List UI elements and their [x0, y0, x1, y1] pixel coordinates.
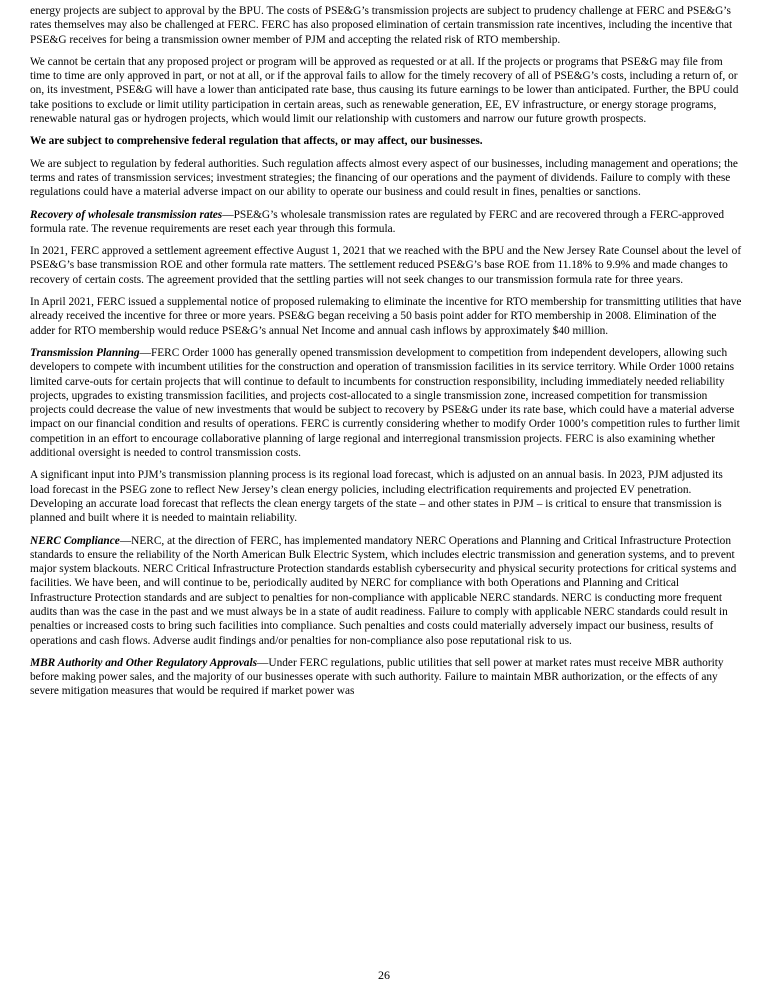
section-heading: We are subject to comprehensive federal regulation that affects, or may affect, our businesses.: [30, 135, 483, 148]
paragraph: We cannot be certain that any proposed project or program will be approved as requested or at all. If the projects or programs that PSE&G may file from time to time are only approved in part, or not at all, or if the approval fails to allow for the timely recovery of all of PSE&G’s costs, including a return of, or on, its investment, PSE&G will have a lower than anticipated rate base, thus causing its future earnings to be lower than anticipated. Further, the BPU could take positions to exclude or limit utility participation in certain areas, such as renewable generation, EE, EV infrastructure, or energy storage programs, renewable natural gas or hydrogen projects, which would limit our relationship with customers and narrow our future growth prospects.: [30, 55, 739, 126]
page-number: 26: [378, 968, 390, 982]
subsection-lead: NERC Compliance: [30, 534, 120, 547]
paragraph: We are subject to regulation by federal authorities. Such regulation affects almost every aspect of our businesses, including management and operations; the terms and rates of transmission services; investment strategies; the financing of our operations and the payment of dividends. Failure to comply with these regulations could have a material adverse impact on our ability to operate our business and could result in fines, penalties or sanctions.: [30, 157, 738, 199]
subsection-lead: MBR Authority and Other Regulatory Approvals: [30, 656, 258, 669]
subsection-lead: Recovery of wholesale transmission rates: [30, 208, 223, 221]
paragraph: In April 2021, FERC issued a supplemental notice of proposed rulemaking to eliminate the incentive for RTO membership for transmitting utilities that have already received the incentive for three or more years. PSE&G began receiving a 50 basis point adder for RTO membership in 2008. Elimination of the adder for RTO membership would reduce PSE&G’s annual Net Income and annual cash inflows by approximately $40 million.: [30, 296, 742, 337]
paragraph: Recovery of wholesale transmission rates—PSE&G’s wholesale transmission rates are regulated by FERC and are recovered through a FERC-approved formula rate. The revenue requirements are reset each year through this formula.: [30, 208, 725, 235]
paragraph: energy projects are subject to approval by the BPU. The costs of PSE&G’s transmission projects are subject to prudency challenge at FERC and PSE&G’s rates themselves may also be challenged at FERC. FERC has also proposed elimination of certain transmission rate incentives, including the incentive that PSE&G receives for being a transmission owner member of PJM and accepting the related risk of RTO membership.: [30, 5, 733, 46]
paragraph: In 2021, FERC approved a settlement agreement effective August 1, 2021 that we reached with the BPU and the New Jersey Rate Counsel about the level of PSE&G’s base transmission ROE and other formula rate matters. The settlement reduced PSE&G’s base ROE from 11.18% to 9.9% and made changes to recovery of certain costs. The agreement provided that the settling parties will not seek changes to our transmission formula rate for three years.: [30, 245, 742, 286]
paragraph: Transmission Planning—FERC Order 1000 has generally opened transmission development to competition from independent developers, allowing such developers to compete with incumbent utilities for the construction and operation of transmission facilities in its service territory. While Order 1000 retains limited carve-outs for certain projects that will continue to default to incumbents for construction responsibility, including immediately needed reliability projects, upgrades to existing transmission facilities, and projects cost-allocated to a single transmission zone, increased competition for transmission projects could decrease the value of new investments that would be subject to recovery by PSE&G under its rate base, which could have a material adverse impact on our financial condition and results of operations. FERC is currently considering whether to modify Order 1000’s competition rules to further limit competition in an effort to encourage collaborative planning of large regional and interregional transmission projects. FERC is also examining whether additional oversight is needed to control transmission costs.: [30, 346, 740, 460]
paragraph: NERC Compliance—NERC, at the direction of FERC, has implemented mandatory NERC Operations and Planning and Critical Infrastructure Protection standards to ensure the reliability of the North American Bulk Electric System, which includes electric transmission and generation systems, and to prevent major system blackouts. NERC Critical Infrastructure Protection standards establish cybersecurity and physical security protections for critical systems and facilities. We have been, and will continue to be, periodically audited by NERC for compliance with both Operations and Planning and Critical Infrastructure Protection standards and are subject to penalties for non-compliance with applicable NERC standards. NERC is conducting more frequent audits than was the case in the past and we must always be in a state of audit readiness. Failure to comply with applicable NERC standards could result in penalties or increased costs to bring such facilities into compliance. Such penalties and costs could materially adversely impact our business, results of operations and cash flows. Adverse audit findings and/or penalties for non-compliance also pose reputational risk to us.: [30, 534, 737, 647]
subsection-lead: Transmission Planning: [30, 346, 140, 359]
paragraph: MBR Authority and Other Regulatory Approvals—Under FERC regulations, public utilities that sell power at market rates must receive MBR authority before making power sales, and the majority of our businesses operate with such authority. Failure to maintain MBR authorization, or the effects of any severe mitigation measures that would be required if market power was: [30, 656, 724, 698]
paragraph: A significant input into PJM’s transmission planning process is its regional load forecast, which is adjusted on an annual basis. In 2023, PJM adjusted its load forecast in the PSEG zone to reflect New Jersey’s clean energy policies, including electrification requirements and projected EV penetration. Developing an accurate load forecast that reflects the clean energy targets of the state – and other states in PJM – is critical to ensure that transmission is planned and built where it is needed to maintain reliability.: [30, 469, 723, 525]
document-page: [30, 4, 742, 707]
